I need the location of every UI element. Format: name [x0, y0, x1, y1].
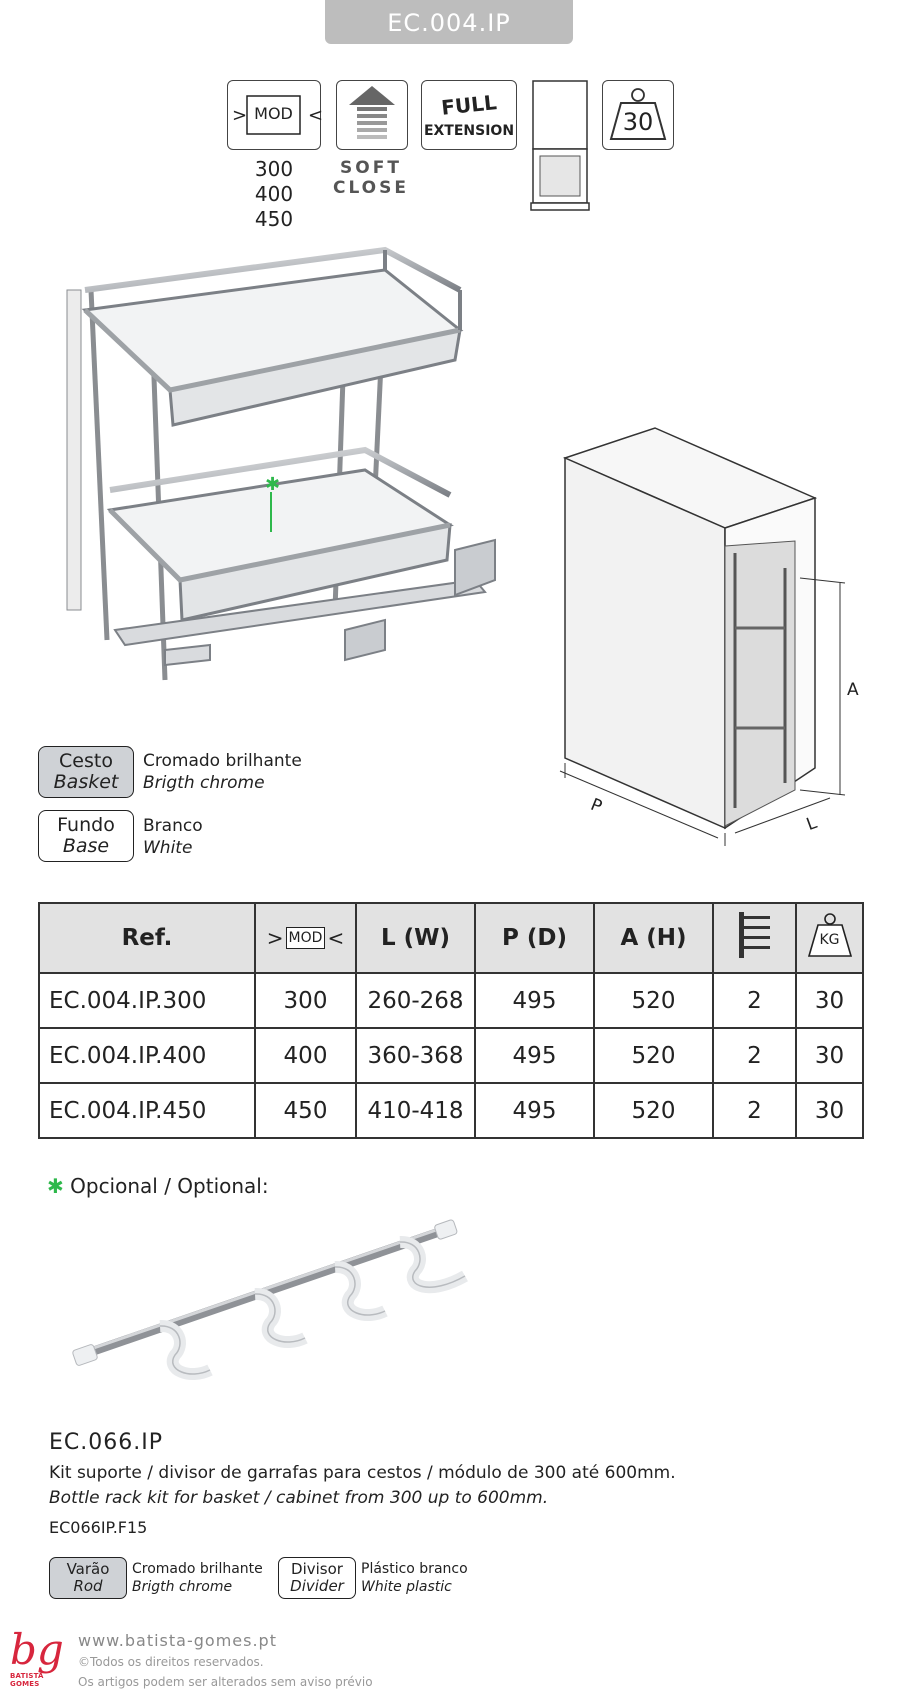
cell-depth: 495 [475, 973, 594, 1028]
cell-width: 410-418 [356, 1083, 475, 1138]
cell-mod: 400 [255, 1028, 356, 1083]
legend-rod-swatch: Varão Rod [49, 1557, 127, 1599]
dimension-l-label: L [803, 812, 820, 836]
mod-sizes-list [249, 157, 299, 232]
optional-product-code: EC.066.IP [49, 1430, 163, 1455]
optional-label: Opcional / Optional: [70, 1174, 269, 1198]
header-mod-label: MOD [286, 927, 326, 949]
table-header-row [39, 903, 863, 973]
mod-size-value: 450 [254, 207, 294, 231]
mod-size-icon [227, 80, 324, 150]
drawer-front-icon [530, 80, 590, 212]
optional-heading [47, 1174, 269, 1198]
cabinet-dimension-diagram [525, 428, 880, 838]
weight-value: 30 [622, 108, 654, 136]
cell-levels: 2 [713, 973, 796, 1028]
notice-text: Os artigos podem ser alterados sem aviso prévio [78, 1675, 373, 1689]
header-levels-icon [713, 903, 796, 973]
dimension-a-label: A [847, 680, 859, 700]
table-row [39, 1083, 863, 1138]
cell-width: 360-368 [356, 1028, 475, 1083]
basket-illustration [55, 250, 540, 730]
page-title: EC.004.IP [325, 0, 573, 44]
soft-close-icon [336, 80, 408, 150]
cell-kg: 30 [796, 1028, 863, 1083]
svg-text:✱: ✱ [265, 474, 281, 495]
mod-size-value: 300 [254, 157, 294, 181]
optional-description-pt: Kit suporte / divisor de garrafas para cestos / módulo de 300 até 600mm. [49, 1463, 676, 1483]
weight-icon [602, 80, 674, 150]
cell-mod: 450 [255, 1083, 356, 1138]
cell-depth: 495 [475, 1028, 594, 1083]
cell-mod: 300 [255, 973, 356, 1028]
cell-kg: 30 [796, 1083, 863, 1138]
optional-star-icon: ✱ [47, 1174, 64, 1198]
spec-table [38, 902, 864, 1139]
full-extension-icon: FULL EXTENSION [421, 80, 517, 150]
cell-width: 260-268 [356, 973, 475, 1028]
optional-description-en: Bottle rack kit for basket / cabinet from 300 up to 600mm. [49, 1488, 549, 1508]
copyright-text: ©Todos os direitos reservados. [78, 1655, 264, 1669]
cell-height: 520 [594, 1083, 713, 1138]
cell-levels: 2 [713, 1083, 796, 1138]
svg-text:>: > [232, 105, 248, 126]
legend-divider-swatch: Divisor Divider [278, 1557, 356, 1599]
dimension-p-label: P [587, 794, 605, 818]
soft-close-label: SOFT CLOSE [332, 158, 409, 198]
header-ref: Ref. [39, 903, 255, 973]
cell-ref: EC.004.IP.300 [39, 973, 255, 1028]
header-depth: P (D) [475, 903, 594, 973]
cell-depth: 495 [475, 1083, 594, 1138]
header-width: L (W) [356, 903, 475, 973]
legend-basket-text: Cromado brilhante Brigth chrome [143, 751, 302, 793]
legend-base-text: Branco White [143, 816, 203, 858]
header-height: A (H) [594, 903, 713, 973]
website-link[interactable]: www.batista-gomes.pt [78, 1631, 277, 1650]
legend-base-swatch: Fundo Base [38, 810, 134, 862]
svg-text:<: < [308, 105, 324, 126]
legend-rod-text: Cromado brilhante Brigth chrome [132, 1561, 263, 1595]
mod-size-value: 400 [254, 182, 294, 206]
optional-reference: EC066IP.F15 [49, 1518, 148, 1537]
table-row [39, 973, 863, 1028]
cell-kg: 30 [796, 973, 863, 1028]
cell-height: 520 [594, 973, 713, 1028]
header-mod: > MOD < [255, 903, 356, 973]
company-logo: bg BATISTA GOMES [10, 1625, 64, 1688]
header-weight-icon: KG [796, 903, 863, 973]
cell-ref: EC.004.IP.450 [39, 1083, 255, 1138]
cell-height: 520 [594, 1028, 713, 1083]
mod-label: MOD [254, 104, 293, 123]
cell-levels: 2 [713, 1028, 796, 1083]
cell-ref: EC.004.IP.400 [39, 1028, 255, 1083]
table-row [39, 1028, 863, 1083]
legend-basket-swatch: Cesto Basket [38, 746, 134, 798]
legend-divider-text: Plástico branco White plastic [361, 1561, 468, 1595]
bottle-rack-illustration [70, 1210, 490, 1385]
